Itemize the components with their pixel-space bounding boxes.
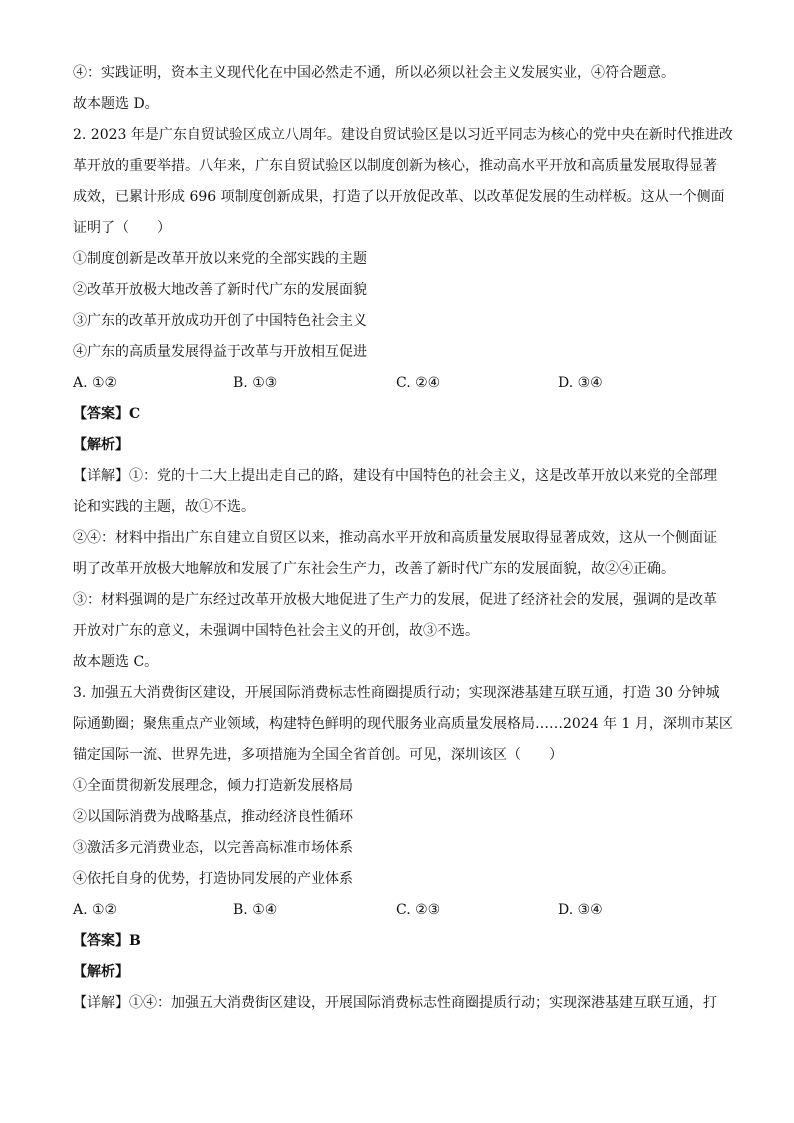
- question-3-stem: 锚定国际一流、世界先进，多项措施为全国全省首创。可见，深圳该区（ ）: [73, 747, 563, 763]
- option-a: A. ①②: [73, 902, 118, 918]
- question-3-stem: 际通勤圈；聚焦重点产业领域，构建特色鲜明的现代服务业高质量发展格局……2024 年 1 月，深圳市某区: [73, 716, 733, 732]
- paragraph-line: 故本题选 D。: [73, 96, 159, 112]
- paragraph-line: 故本题选 C。: [73, 654, 159, 670]
- explanation-line: 开放对广东的意义，未强调中国特色社会主义的开创，故③不选。: [73, 623, 479, 639]
- analysis-label: 【解析】: [73, 964, 129, 980]
- option-c: C. ②④: [396, 375, 441, 391]
- question-2-stem: 革开放的重要举措。八年来，广东自贸试验区以制度创新为核心，推动高水平开放和高质量发展取得显著: [73, 158, 717, 174]
- statement-item: ②改革开放极大地改善了新时代广东的发展面貌: [73, 282, 367, 298]
- statement-item: ④广东的高质量发展得益于改革与开放相互促进: [73, 344, 367, 360]
- statement-item: ③广东的改革开放成功开创了中国特色社会主义: [73, 313, 367, 329]
- analysis-label: 【解析】: [73, 437, 129, 453]
- statement-item: ②以国际消费为战略基点，推动经济良性循环: [73, 809, 353, 825]
- option-c: C. ②③: [396, 902, 441, 918]
- question-2-stem: 2. 2023 年是广东自贸试验区成立八周年。建设自贸试验区是以习近平同志为核心的党中央在新时代推进改: [73, 127, 733, 143]
- question-2-stem: 证明了（ ）: [73, 220, 171, 236]
- explanation-line: ②④：材料中指出广东自建立自贸区以来，推动高水平开放和高质量发展取得显著成效，这从一个侧面证: [73, 530, 717, 546]
- option-d: D. ③④: [558, 375, 603, 391]
- statement-item: ③激活多元消费业态，以完善高标准市场体系: [73, 840, 353, 856]
- paragraph-line: ④：实践证明，资本主义现代化在中国必然走不通，所以必须以社会主义发展实业，④符合题意。: [73, 65, 675, 81]
- question-3-stem: 3. 加强五大消费街区建设，开展国际消费标志性商圈提质行动；实现深港基建互联互通，打造 30 分钟城: [73, 685, 720, 701]
- answer-label: 【答案】B: [73, 933, 141, 949]
- question-2-stem: 成效，已累计形成 696 项制度创新成果，打造了以开放促改革、以改革促发展的生动样板。这从一个侧面: [73, 189, 725, 205]
- option-b: B. ①③: [233, 375, 278, 391]
- explanation-line: 明了改革开放极大地解放和发展了广东社会生产力，改善了新时代广东的发展面貌，故②④正确。: [73, 561, 675, 577]
- option-d: D. ③④: [558, 902, 603, 918]
- statement-item: ①全面贯彻新发展理念，倾力打造新发展格局: [73, 778, 353, 794]
- explanation-line: ③：材料强调的是广东经过改革开放极大地促进了生产力的发展，促进了经济社会的发展，强调的是改革: [73, 592, 717, 608]
- option-b: B. ①④: [233, 902, 278, 918]
- explanation-line: 【详解】①④：加强五大消费街区建设，开展国际消费标志性商圈提质行动；实现深港基建互联互通，打: [73, 995, 717, 1011]
- statement-item: ④依托自身的优势，打造协同发展的产业体系: [73, 871, 353, 887]
- answer-label: 【答案】C: [73, 406, 141, 422]
- option-a: A. ①②: [73, 375, 118, 391]
- explanation-line: 【详解】①：党的十二大上提出走自己的路，建设有中国特色的社会主义，这是改革开放以来党的全部理: [73, 468, 717, 484]
- explanation-line: 论和实践的主题，故①不选。: [73, 499, 255, 515]
- statement-item: ①制度创新是改革开放以来党的全部实践的主题: [73, 251, 367, 267]
